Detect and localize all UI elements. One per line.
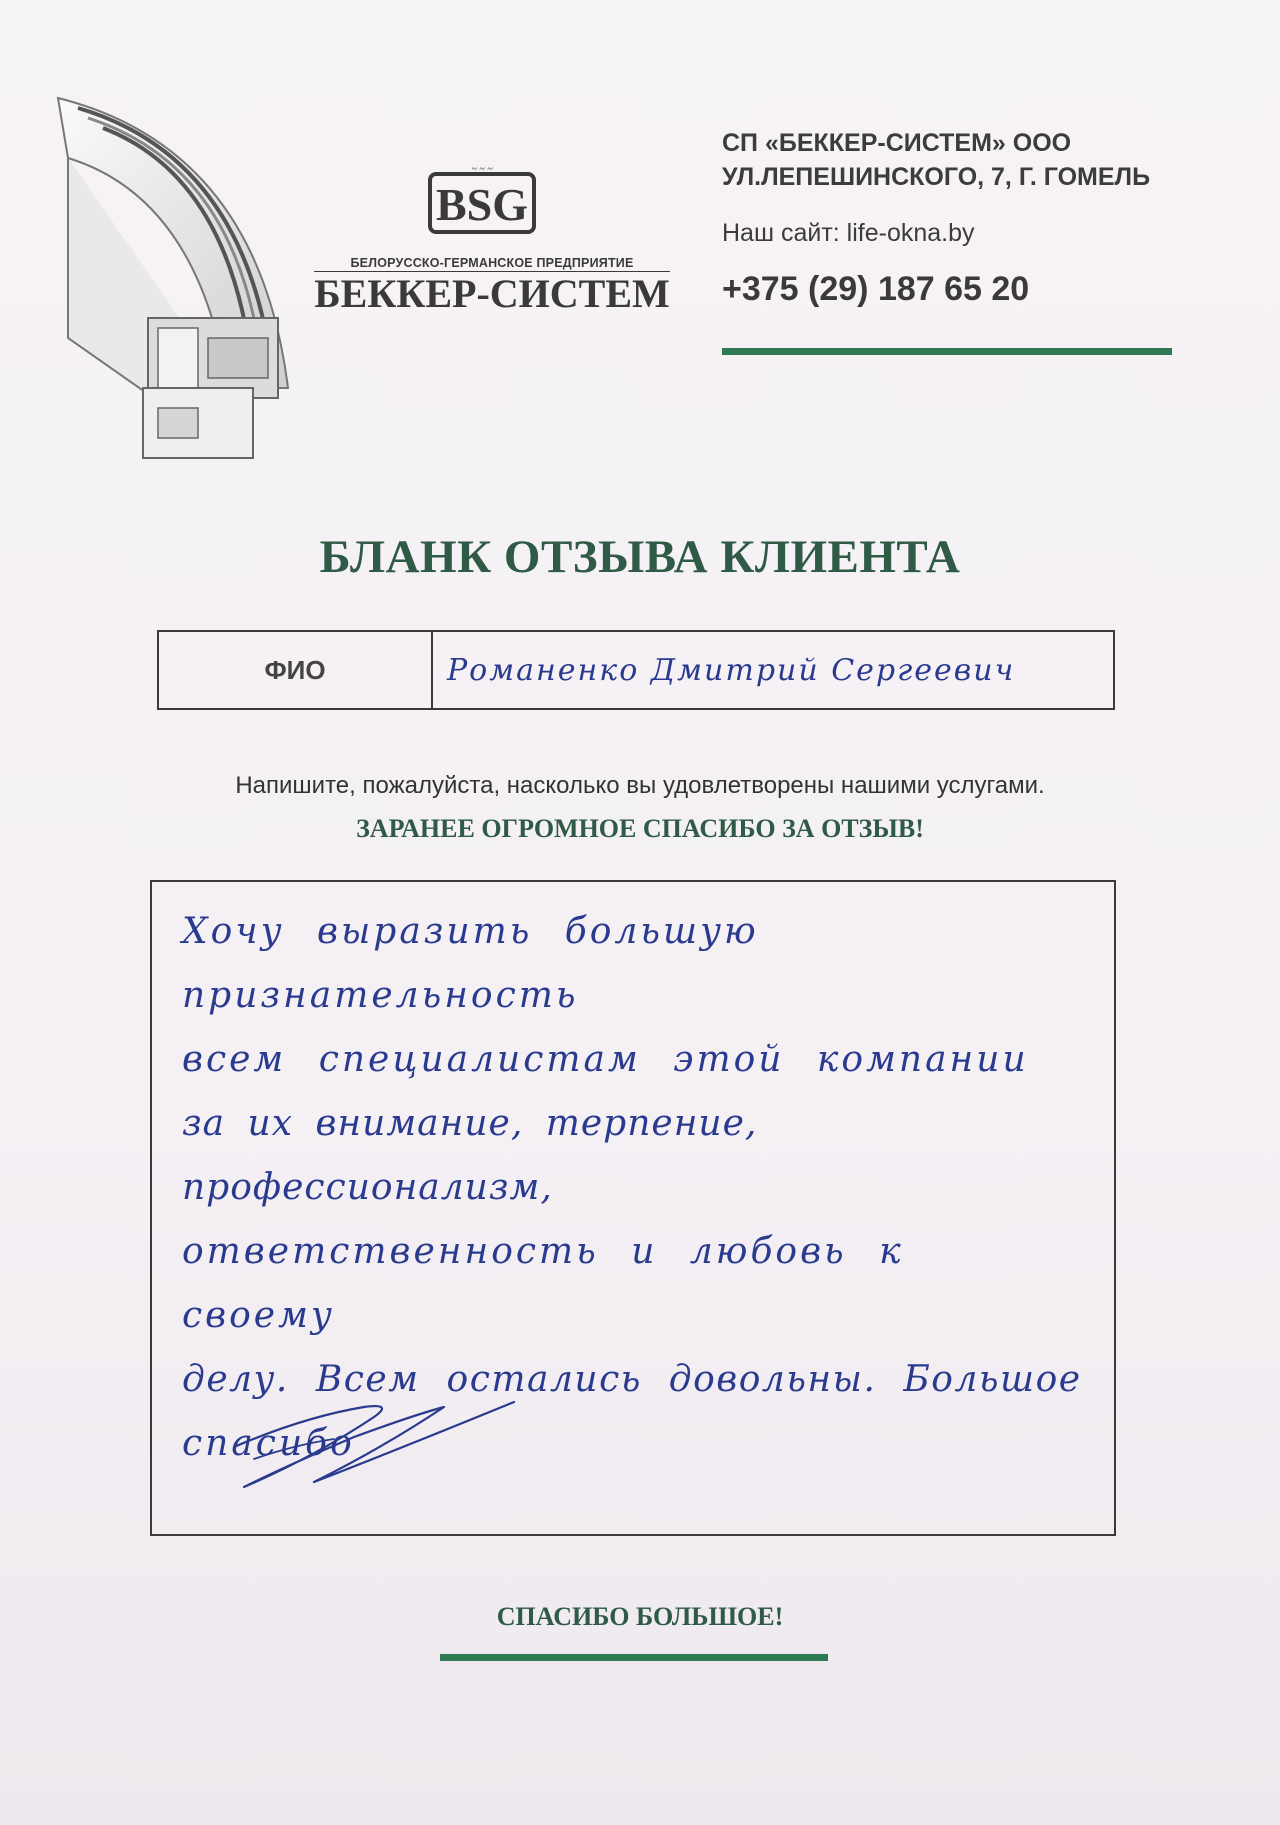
name-field[interactable]: Романенко Дмитрий Сергеевич — [447, 652, 1016, 688]
bsg-logo-mark — [422, 160, 542, 240]
name-label: ФИО — [159, 632, 433, 708]
form-title: БЛАНК ОТЗЫВА КЛИЕНТА — [319, 531, 961, 583]
svg-text:~ ~ ~: ~ ~ ~ — [471, 164, 493, 175]
company-website: Наш сайт: life-okna.by — [722, 219, 975, 247]
review-line: за их внимание, терпение, профессионализм, — [182, 1103, 758, 1208]
contact-divider — [722, 348, 1172, 355]
review-box[interactable] — [150, 880, 1116, 1536]
footer-thanks: СПАСИБО БОЛЬШОЕ! — [496, 1602, 784, 1631]
review-line: ответственность и любовь к своему — [182, 1231, 904, 1336]
review-line: делу. Всем остались довольны. Большое — [182, 1359, 1082, 1400]
company-address: УЛ.ЛЕПЕШИНСКОГО, 7, Г. ГОМЕЛЬ — [722, 163, 1151, 191]
signature — [224, 1387, 524, 1497]
company-phone: +375 (29) 187 65 20 — [722, 270, 1030, 308]
review-line: спасибо — [182, 1423, 355, 1464]
logo-subtitle: БЕЛОРУССКО-ГЕРМАНСКОЕ ПРЕДПРИЯТИЕ — [314, 256, 670, 272]
review-line: всем специалистам этой компании — [182, 1039, 1029, 1080]
footer-divider — [440, 1654, 828, 1661]
form-prompt: Напишите, пожалуйста, насколько вы удовлетворены нашими услугами. — [235, 772, 1045, 799]
window-profile-illustration — [48, 88, 298, 468]
name-row — [157, 630, 1115, 710]
review-line: Хочу выразить большую признательность — [182, 911, 759, 1016]
thanks-ahead: ЗАРАНЕЕ ОГРОМНОЕ СПАСИБО ЗА ОТЗЫВ! — [356, 814, 924, 843]
svg-text:BSG: BSG — [435, 179, 529, 230]
company-logo — [312, 160, 672, 316]
logo-company-name: БЕККЕР-СИСТЕМ — [314, 271, 670, 316]
company-legal-name: СП «БЕККЕР-СИСТЕМ» ООО — [722, 129, 1072, 157]
contact-block — [722, 126, 1172, 309]
